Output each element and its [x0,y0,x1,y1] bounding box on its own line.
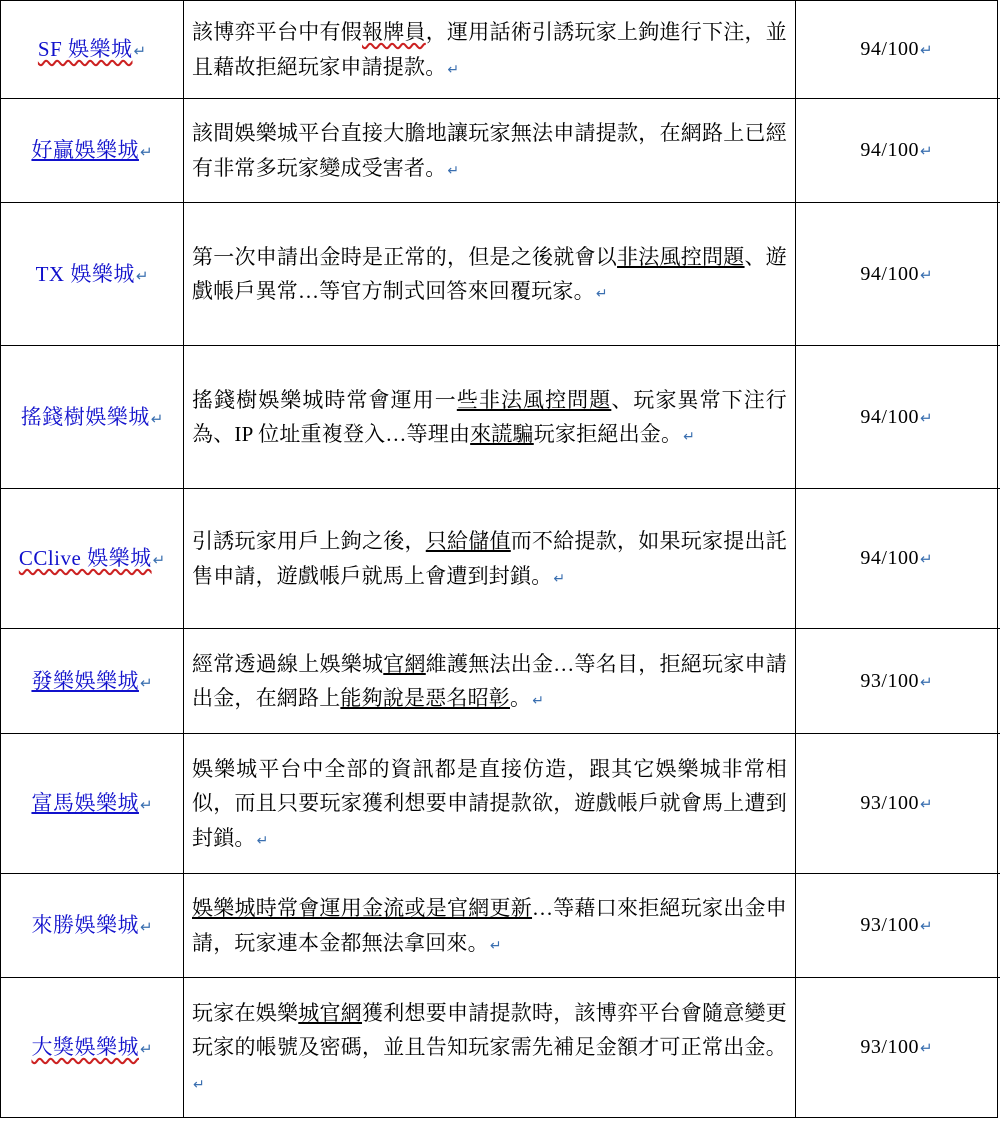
table-row [1,874,998,978]
score-value: 94/100 [860,547,919,569]
score-cell [796,874,998,978]
table-row [1,489,998,629]
score-cell [796,629,998,734]
table-row [1,99,998,203]
table-row [1,203,998,346]
paragraph-mark-icon: ↵ [919,797,933,813]
paragraph-mark-icon: ↵ [919,267,933,284]
paragraph-mark-icon: ↵ [919,674,933,691]
description-cell [184,978,796,1118]
score-cell [796,99,998,203]
casino-name: 大獎娛樂城 [31,1035,139,1060]
description-cell [184,1,796,99]
casino-name-cell [1,1,184,99]
description-text: 引誘玩家用戶上鉤之後，只給儲值而不給提款，如果玩家提出託售申請，遊戲帳戶就馬上會遭到封鎖。↵ [192,529,787,588]
description-cell [184,629,796,734]
paragraph-mark-icon: ↵ [193,1077,205,1093]
table-row [1,978,998,1118]
paragraph-mark-icon: ↵ [139,1042,153,1059]
paragraph-mark-icon: ↵ [553,571,566,587]
description-cell [184,874,796,978]
score-value: 94/100 [860,405,919,428]
table-row [1,346,998,489]
casino-name-cell [1,99,184,203]
score-cell [796,734,998,874]
description-cell [184,99,796,203]
casino-name-cell [1,203,184,346]
description-text: 經常透過線上娛樂城官網維護無法出金…等名目，拒絕玩家申請出金，在網路上能夠說是惡名昭彰。↵ [192,651,787,710]
score-value: 93/100 [860,792,919,814]
description-text: 玩家在娛樂城官網獲利想要申請提款時，該博弈平台會隨意變更玩家的帳號及密碼，並且告知玩家需先補足金額才可正常出金。↵ [192,1001,788,1093]
description-text: 該間娛樂城平台直接大膽地讓玩家無法申請提款，在網路上已經有非常多玩家變成受害者。↵ [192,121,787,180]
score-value: 93/100 [860,669,919,692]
score-value: 93/100 [860,1036,919,1058]
table-body [1,1,998,1118]
paragraph-mark-icon: ↵ [919,410,933,427]
casino-name: TX 娛樂城 [35,261,135,286]
paragraph-mark-icon: ↵ [919,552,933,568]
paragraph-mark-icon: ↵ [595,287,608,302]
paragraph-mark-icon: ↵ [447,62,460,78]
score-value: 94/100 [860,262,919,285]
description-cell [184,346,796,489]
casino-name: 來勝娛樂城 [31,913,139,938]
score-value: 94/100 [860,38,919,60]
casino-name-cell [1,629,184,734]
table-row [1,734,998,874]
paragraph-mark-icon: ↵ [919,919,933,935]
casino-name: 搖錢樹娛樂城 [20,404,150,429]
paragraph-mark-icon: ↵ [919,43,933,59]
description-text: 娛樂城時常會運用金流或是官網更新…等藉口來拒絕玩家出金申請，玩家連本金都無法拿回來。↵ [192,896,787,955]
paragraph-mark-icon: ↵ [683,430,696,445]
paragraph-mark-icon: ↵ [919,144,933,160]
paragraph-mark-icon: ↵ [447,163,460,179]
casino-name-cell [1,346,184,489]
description-text: 第一次申請出金時是正常的，但是之後就會以非法風控問題、遊戲帳戶異常…等官方制式回答來回覆玩家。↵ [192,244,787,303]
score-value: 94/100 [860,139,919,161]
description-text: 娛樂城平台中全部的資訊都是直接仿造，跟其它娛樂城非常相似，而且只要玩家獲利想要申請提款欲，遊戲帳戶就會馬上遭到封鎖。↵ [192,757,787,850]
paragraph-mark-icon: ↵ [139,675,153,692]
description-text: 該博弈平台中有假報牌員，運用話術引誘玩家上鉤進行下注，並且藉故拒絕玩家申請提款。↵ [192,20,787,79]
score-cell [796,346,998,489]
paragraph-mark-icon: ↵ [532,694,545,709]
paragraph-mark-icon: ↵ [150,411,164,428]
casino-name-cell [1,978,184,1118]
casino-name-cell [1,734,184,874]
table-row [1,629,998,734]
casino-name: 富馬娛樂城 [31,791,139,816]
score-cell [796,1,998,99]
score-cell [796,978,998,1118]
paragraph-mark-icon: ↵ [139,920,153,937]
casino-name: 好贏娛樂城 [31,138,139,163]
casino-name-cell [1,489,184,629]
casino-name: CClive 娛樂城 [18,546,152,571]
paragraph-mark-icon: ↵ [133,44,147,61]
paragraph-mark-icon: ↵ [139,145,153,162]
score-value: 93/100 [860,914,919,936]
paragraph-mark-icon: ↵ [135,268,149,285]
table-row [1,1,998,99]
score-cell [796,203,998,346]
description-cell [184,203,796,346]
casino-name: SF 娛樂城 [37,37,133,62]
paragraph-mark-icon: ↵ [489,938,502,954]
description-text: 搖錢樹娛樂城時常會運用一些非法風控問題、玩家異常下注行為、IP 位址重複登入…等理由來謊騙玩家拒絕出金。↵ [192,387,787,446]
score-cell [796,489,998,629]
description-cell [184,489,796,629]
paragraph-mark-icon: ↵ [139,798,153,815]
paragraph-mark-icon: ↵ [256,833,269,849]
paragraph-mark-icon: ↵ [919,1041,933,1057]
paragraph-mark-icon: ↵ [152,553,166,570]
casino-name-cell [1,874,184,978]
description-cell [184,734,796,874]
casino-name: 發樂娛樂城 [31,668,139,693]
